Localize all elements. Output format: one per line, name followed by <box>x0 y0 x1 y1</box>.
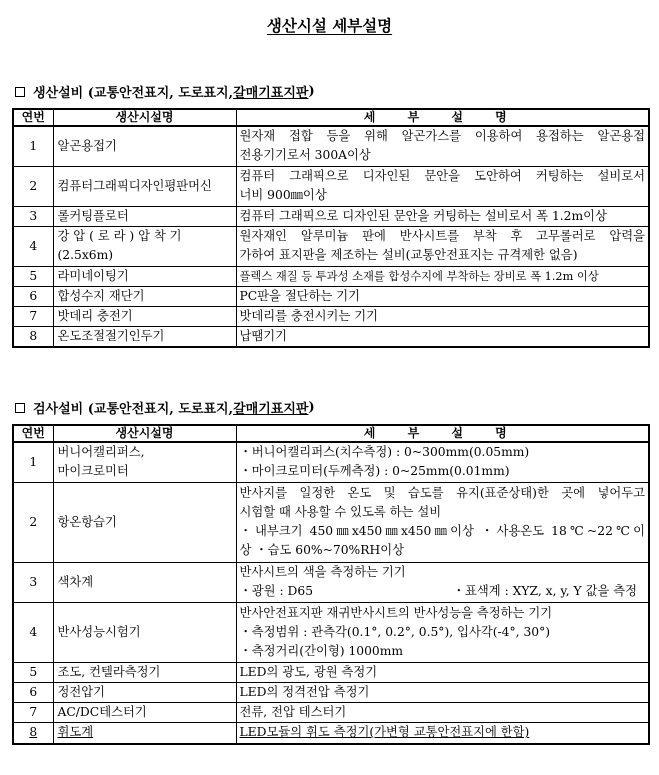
table-header-row <box>13 425 649 442</box>
table-header-row <box>13 109 649 126</box>
section-heading-production: 생산설비 ( 교통안전표지, 도로표지, 갈매기표지판 ) <box>15 82 315 101</box>
table-row: 6 정전압기 LED의 정격전압 측정기 <box>13 682 649 702</box>
table-row: 5 조도, 컨텔라측정기 LED의 광도, 광원 측정기 <box>13 662 649 682</box>
column-header-name: 생산시설명 <box>53 109 236 126</box>
table-row: 5 라미네이팅기 플렉스 재질 등 투과성 소재를 합성수지에 부착하는 장비로 폭 1.2m 이상 <box>13 266 649 286</box>
table-row: 7 AC/DC테스터기 전류, 전압 테스터기 <box>13 702 649 722</box>
table-row: 6 합성수지 재단기 PC판을 절단하는 기기 <box>13 286 649 306</box>
table-row: 8 온도조절절기인두기 납땜기기 <box>13 326 649 347</box>
table-row: 1 버니어캘리퍼스, 마이크로미터 ・버니어캘리퍼스(치수측정) : 0~300mm(0.05mm) ・마이크로미터(두께측정) : 0~25mm(0.01mm) <box>13 442 649 482</box>
table-row: 4 반사성능시험기 반사안전표지판 재귀반사시트의 반사성능을 측정하는 기기 ・측정범위 : 관측각(0.1°, 0.2°, 0.5°), 입사각(-4°, 30°) ・측정거리(간이형) 1000mm <box>13 602 649 662</box>
table-row: 7 밧데리 충전기 밧데리를 충전시키는 기기 <box>13 306 649 326</box>
production-equipment-table <box>12 108 650 348</box>
document-title: 생산시설 세부설명 <box>266 16 393 35</box>
column-header-no: 연번 <box>13 425 53 442</box>
table-row: 4 강 압 ( 로 라 ) 압 착 기 (2.5x6m) 원자재인 알루미늄 판에 반사시트를 부착 후 고무롤러로 압력을 가하여 표지판을 제조하는 설비(교통안전표지는 규격제한 없음) <box>13 226 649 266</box>
table-row: 8 휘도계 LED모듈의 휘도 측정기(가변형 교통안전표지에 한함) <box>13 722 649 744</box>
column-header-no: 연번 <box>13 109 53 126</box>
inspection-equipment-table <box>12 424 650 745</box>
section-heading-inspection: 검사설비 ( 교통안전표지, 도로표지, 갈매기표지판 ) <box>15 398 315 417</box>
table-row: 3 색차계 반사시트의 색을 측정하는 기기 ・광원 : D65 ・표색계 : XYZ, x, y, Y 값을 측정 <box>13 562 649 602</box>
column-header-desc: 세 부 설 명 <box>236 425 649 442</box>
checkbox-icon <box>15 403 25 413</box>
checkbox-icon <box>15 87 25 97</box>
column-header-desc: 세 부 설 명 <box>236 109 649 126</box>
table-row: 1 알곤용접기 원자재 접합 등을 위해 알곤가스를 이용하여 용접하는 알곤용접 전용기기로서 300A이상 <box>13 126 649 166</box>
table-row: 2 컴퓨터그래픽디자인평판머신 컴퓨터 그래픽으로 디자인된 문안을 도안하여 커팅하는 설비로서 너비 900㎜이상 <box>13 166 649 206</box>
column-header-name: 생산시설명 <box>53 425 236 442</box>
table-row: 2 항온항습기 반사지를 일정한 온도 및 습도를 유지(표준상태)한 곳에 넣어두고 시험할 때 사용할 수 있도록 하는 설비 ・내부크기 450㎜x450㎜x450㎜이상 ・사용온도 18℃~22℃이 상 ・습도 60%~70%RH이상 <box>13 482 649 562</box>
table-row: 3 롤커팅플로터 컴퓨터 그래픽으로 디자인된 문안을 커팅하는 설비로서 폭 1.2m이상 <box>13 206 649 226</box>
